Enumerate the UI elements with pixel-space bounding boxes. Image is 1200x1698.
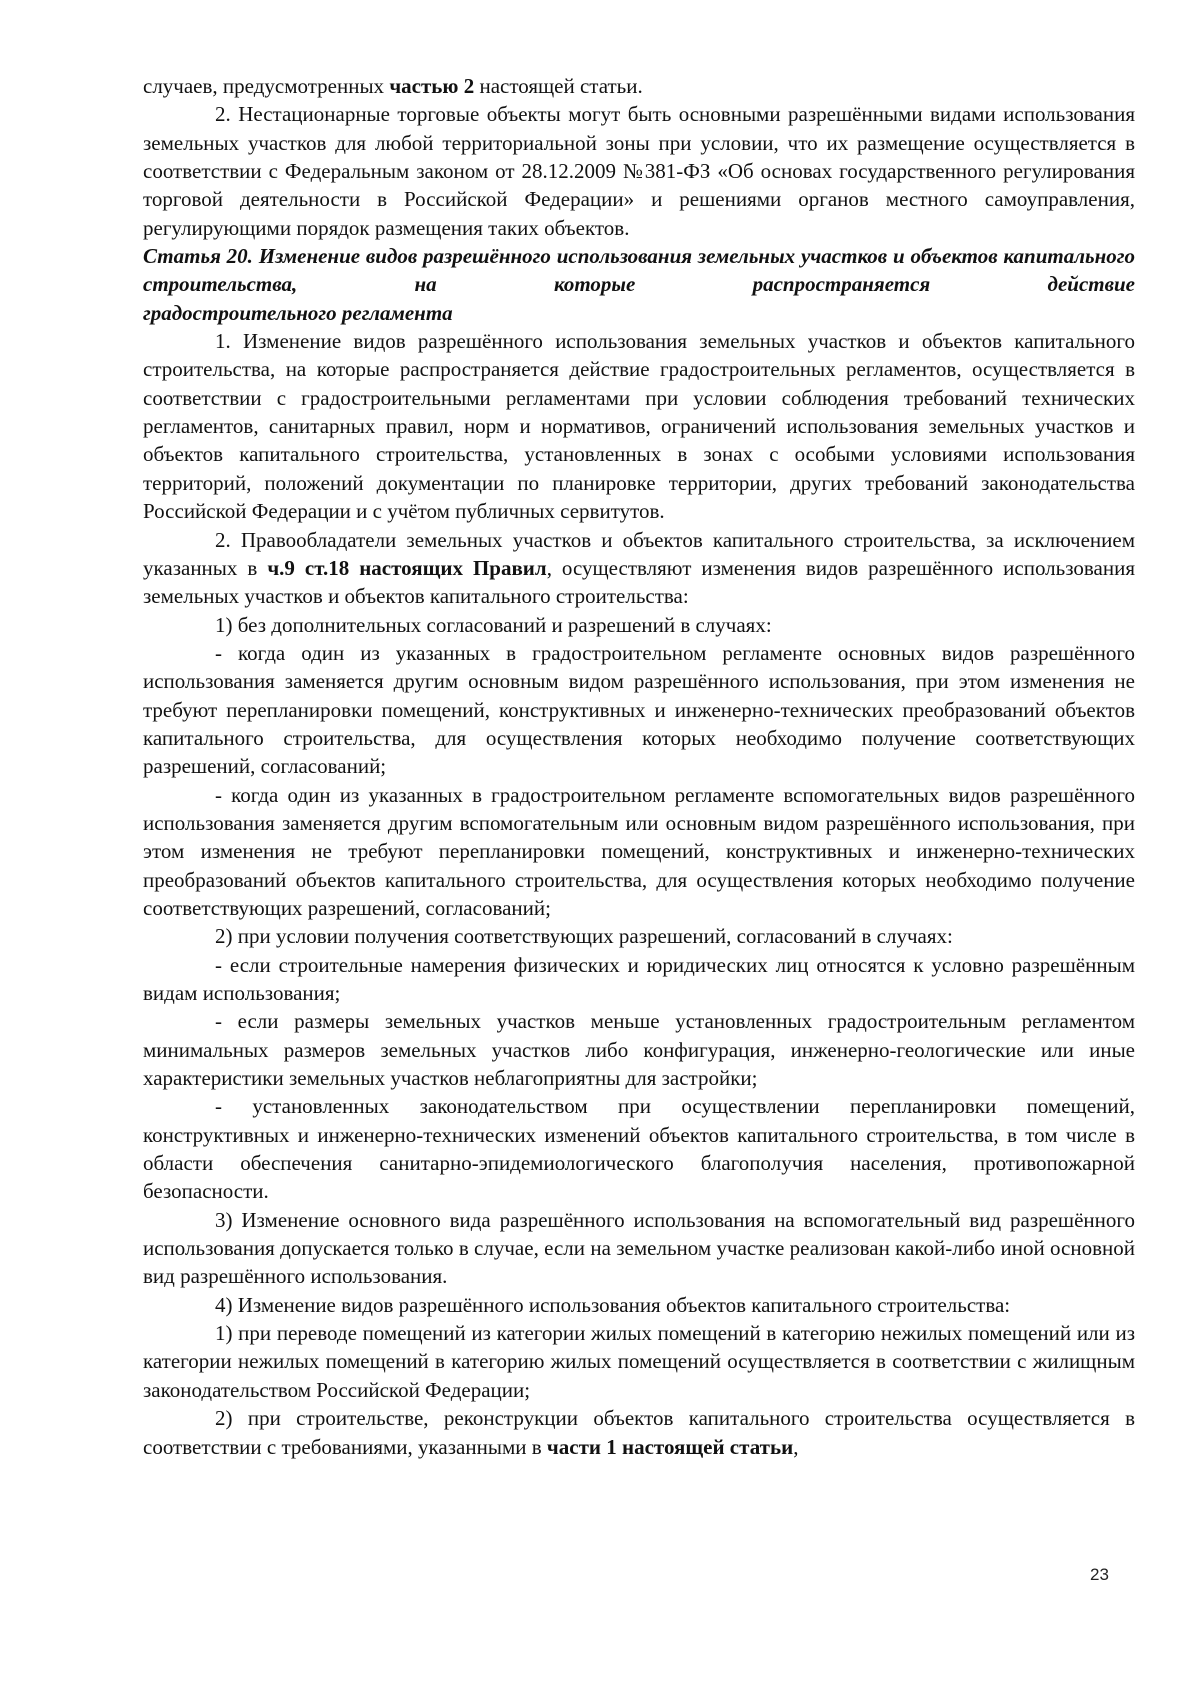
list-item-3: 3) Изменение основного вида разрешённого использования на вспомогательный вид разрешённого использования допускается только в случае, если на земельном участке реализован какой-либо иной основной вид разрешённого использования. — [143, 1207, 1135, 1289]
bold-reference: частью 2 — [389, 74, 475, 98]
list-dash-item: - установленных законодательством при осуществлении перепланировки помещений, конструктивных и инженерно-технических изменений объектов капитального строительства, в том числе в области обеспечения санитарно-эпидемиологического благополучия населения, противопожарной безопасности. — [143, 1094, 1135, 1204]
sub-item-2: 2) при строительстве, реконструкции объектов капитального строительства осуществляется в соответствии с требованиями, указанными в части 1 настоящей статьи, — [143, 1406, 1135, 1459]
list-dash-item: - когда один из указанных в градостроительном регламенте основных видов разрешённого использования заменяется другим основным видом разрешённого использования, при этом изменения не требуют перепланировки помещений, конструктивных и инженерно-технических преобразований объектов капитального строительства, для осуществления которых необходимо получение соответствующих разрешений, согласований; — [143, 640, 1135, 779]
article-heading-line-1: Статья 20. Изменение видов разрешённого использования земельных участков и объектов капитального строительства, на которые распространяется действие — [143, 244, 1135, 297]
list-item-2: 2) при условии получения соответствующих разрешений, согласований в случаях: — [215, 924, 953, 949]
list-item-4: 4) Изменение видов разрешённого использования объектов капитального строительства: — [215, 1292, 1011, 1317]
article-heading-line-2: градостроительного регламента — [143, 300, 453, 325]
article-heading — [143, 242, 1135, 327]
document-page — [143, 72, 1135, 1461]
page-number: 23 — [1090, 1565, 1109, 1584]
paragraph-continuation: случаев, предусмотренных частью 2 настоящей статьи. — [143, 74, 643, 98]
paragraph-rights-holders: 2. Правообладатели земельных участков и объектов капитального строительства, за исключением указанных в ч.9 ст.18 настоящих Правил, осуществляют изменения видов разрешённого использования земельных участков и объектов капитального строительства: — [143, 527, 1135, 609]
bold-reference: ч.9 ст.18 настоящих Правил — [267, 555, 547, 580]
list-dash-item: - когда один из указанных в градостроительном регламенте вспомогательных видов разрешённого использования заменяется другим вспомогательным или основным видом разрешённого использования, при этом изменения не требуют перепланировки помещений, конструктивных и инженерно-технических преобразований объектов капитального строительства, для осуществления которых необходимо получение соответствующих разрешений, согласований; — [143, 782, 1135, 920]
bold-reference: части 1 настоящей статьи — [546, 1434, 794, 1459]
sub-item-1: 1) при переводе помещений из категории жилых помещений в категорию нежилых помещений или из категории нежилых помещений в категорию жилых помещений осуществляется в соответствии с жилищным законодательством Российской Федерации; — [143, 1321, 1135, 1402]
paragraph-item-1: 1. Изменение видов разрешённого использования земельных участков и объектов капитального строительства, на которые распространяется действие градостроительных регламентов, осуществляется в соответствии с градостроительными регламентами при условии соблюдения требований технических регламентов, санитарных правил, норм и нормативов, ограничений использования земельных участков и объектов капитального строительства, установленных в зонах с особыми условиями использования территорий, положений документации по планировке территории, других требований законодательства Российской Федерации и с учётом публичных сервитутов. — [143, 329, 1135, 524]
list-dash-item: - если размеры земельных участков меньше установленных градостроительным регламентом минимальных размеров земельных участков либо конфигурация, инженерно-геологические или иные характеристики земельных участков неблагоприятны для застройки; — [143, 1009, 1135, 1091]
list-dash-item: - если строительные намерения физических и юридических лиц относятся к условно разрешённым видам использования; — [143, 952, 1135, 1005]
paragraph-item-2: 2. Нестационарные торговые объекты могут быть основными разрешёнными видами использования земельных участков для любой территориальной зоны при условии, что их размещение осуществляется в соответствии с Федеральным законом от 28.12.2009 №381-ФЗ «Об основах государственного регулирования торговой деятельности в Российской Федерации» и решениями органов местного самоуправления, регулирующими порядок размещения таких объектов. — [143, 102, 1135, 240]
list-item-1: 1) без дополнительных согласований и разрешений в случаях: — [215, 612, 772, 637]
